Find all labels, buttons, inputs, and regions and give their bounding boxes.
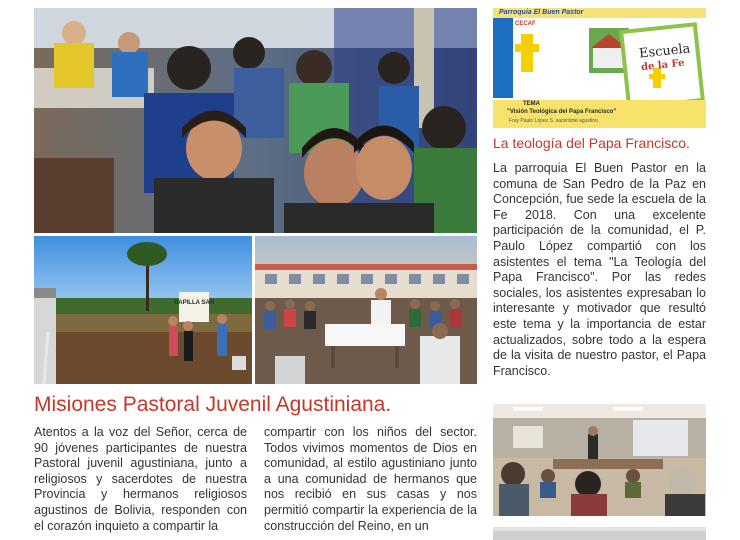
missions-headline: Misiones Pastoral Juvenil Agustiniana. [34,393,392,416]
theology-body: La parroquia El Buen Pastor en la comuna de San Pedro de la Paz en Concepción, fue sede la escuela de la Fe 2018. Con una excelente participación de la comunidad, el P. Paulo López compartió con los asistentes el tema "La Teología del Papa Francisco". Por las redes sociales, los asistentes expresaban lo interesante y motivador que resultó este tema y la importancia de estar actualizados, sobre todo a la espera de la visita de nuestro pastor, el Papa Francisco. [493,161,706,378]
poster-tema-title: "Visión Teológica del Papa Francisco" [507,109,617,115]
bottom-photo-partial [493,527,706,540]
poster-tema-label: TEMA [523,101,540,107]
lecture-room-photo [493,404,706,516]
poster-parish-title: Parroquia El Buen Pastor [499,9,584,16]
theology-headline: La teología del Papa Francisco. [493,135,690,151]
escuela-fe-poster [493,8,706,128]
poster-presenter: Fray Paulo López S. sacerdote agustino. [509,118,600,124]
poster-school-line1: Escuela [638,41,692,62]
outdoor-mass-photo [255,236,477,384]
missions-body-col1: Atentos a la voz del Señor, cerca de 90 jóvenes participantes de nuestra Pastoral juvenil agustiniana, junto a religiosos y sacerdotes de nuestra Provincia y hermanos religiosos agustinos de Bolivia, responden con el corazón inquieto a compartir la [34,425,247,533]
poster-school-line2: de la Fe [640,57,685,74]
missions-body-col2: compartir con los niños del sector. Todos vivimos momentos de Dios en comunidad, al estilo agustiniano junto a una comunidad de hermanos que nos recibió en sus casas y nos permitió compartir la experiencia de la construcción del Reino, en un [264,425,477,533]
chapel-sign-text: CAPILLA SAN [173,300,215,306]
poster-logo-text: CECAF [515,21,536,27]
group-selfie-photo [34,8,477,233]
outdoor-chapel-photo [34,236,252,384]
